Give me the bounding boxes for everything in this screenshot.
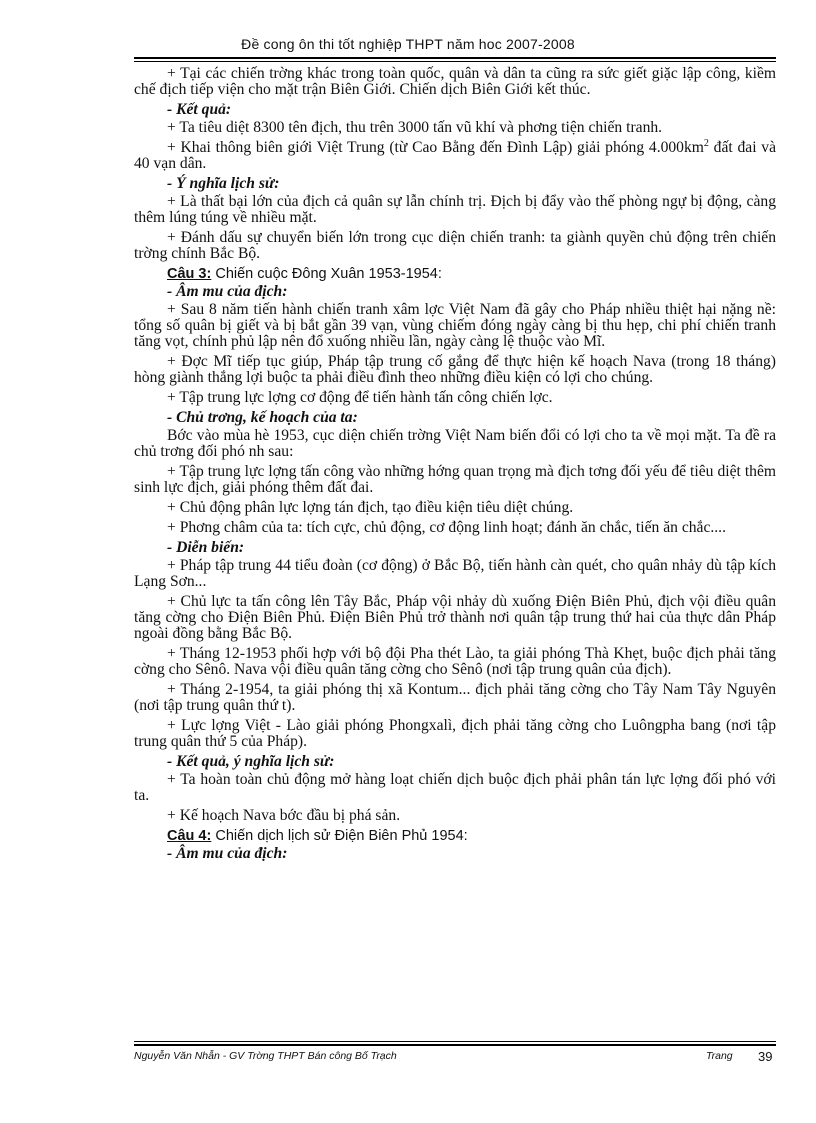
paragraph: + Ta tiêu diệt 8300 tên địch, thu trên 3000 tấn vũ khí và phơng tiện chiến tranh. [167,119,663,136]
paragraph: + Tháng 2-1954, ta giải phóng thị xã Kontum... địch phải tăng cờng cho Tây Nam Tây Nguyên (nơi tập trung quân thứ t). [134,681,776,714]
section-heading: - Chủ trơng, kế hoạch của ta: [167,409,358,426]
question-label: Câu 4: [167,828,212,844]
page-header: Đề cong ôn thi tốt nghiệp THPT năm hoc 2007-2008 [241,36,575,52]
question-label: Câu 3: [167,266,212,282]
paragraph: + Đợc Mĩ tiếp tục giúp, Pháp tập trung cố gắng để thực hiện kế hoạch Nava (trong 18 tháng) hòng giành thắng lợi buộc ta phải điều đình theo những điều kiện có lợi cho chúng. [134,353,776,386]
paragraph: + Pháp tập trung 44 tiểu đoàn (cơ động) ở Bắc Bộ, tiến hành càn quét, cho quân nhảy dù tập kích Lạng Sơn... [134,557,776,590]
section-heading: - Ý nghĩa lịch sử: [167,175,280,192]
footer-rule-thin [134,1041,776,1042]
paragraph: + Lực lợng Việt - Lào giải phóng Phongxalì, địch phải tăng cờng cho Luôngpha bang (nơi tập trung quân thứ 5 của Pháp). [134,717,776,750]
paragraph: + Sau 8 năm tiến hành chiến tranh xâm lợc Việt Nam đã gây cho Pháp nhiều thiệt hại nặng nề: tổng số quân bị giết và bị bắt gần 39 vạn, vùng chiếm đóng ngày càng bị thu hẹp, chi phí chiến tranh tăng vọt, chính phủ lập nên đổ xuống nhiều lần, ngày càng lệ thuộc vào Mĩ. [134,301,776,350]
paragraph: + Phơng châm của ta: tích cực, chủ động, cơ động linh hoạt; đánh ăn chắc, tiến ăn chắc.... [167,519,726,536]
footer-rule [134,1044,776,1046]
paragraph: + Là thất bại lớn của địch cả quân sự lẫn chính trị. Địch bị đẩy vào thế phòng ngự bị động, càng thêm lúng túng về nhiều mặt. [134,193,776,226]
section-heading: - Âm mu của địch: [167,845,288,862]
paragraph: + Tập trung lực lợng cơ động để tiến hành tấn công chiến lợc. [167,389,553,406]
footer-page-label: Trang [706,1050,733,1062]
section-heading: - Âm mu của địch: [167,283,288,300]
question-title: Chiến dịch lịch sử Điện Biên Phủ 1954: [211,828,468,844]
paragraph: + Tháng 12-1953 phối hợp với bộ đội Pha thét Lào, ta giải phóng Thà Khẹt, buộc địch phải tăng cờng cho Sênô. Nava vội điều quân tăng cờng cho Sênô (nơi tập trung quân của địch). [134,645,776,678]
question-heading [134,266,776,282]
footer-author: Nguyễn Văn Nhẫn - GV Trờng THPT Bán công Bố Trạch [134,1050,397,1062]
page-number: 39 [758,1049,773,1064]
paragraph: + Chủ lực ta tấn công lên Tây Bắc, Pháp vội nhảy dù xuống Điện Biên Phủ, địch vội điều quân tăng cờng cho Điện Biên Phủ. Điện Biên Phủ trở thành nơi quân tập trung thứ hai của thực dân Pháp ngoài đồng bằng Bắc Bộ. [134,593,776,642]
paragraph: + Chủ động phân lực lợng tán địch, tạo điều kiện tiêu diệt chúng. [167,499,574,516]
question-heading [134,828,776,844]
section-heading: - Kết quả, ý nghĩa lịch sử: [167,753,335,770]
paragraph-post: đất đai và 40 vạn dân. [134,139,776,172]
paragraph: + Kế hoạch Nava bớc đầu bị phá sản. [167,807,401,824]
paragraph: + Ta hoàn toàn chủ động mở hàng loạt chiến dịch buộc địch phải phân tán lực lợng đối phó với ta. [134,771,776,804]
paragraph: Bớc vào mùa hè 1953, cục diện chiến trờng Việt Nam biến đổi có lợi cho ta về mọi mặt. Ta đề ra chủ trơng đối phó nh sau: [134,427,776,460]
paragraph: + Tập trung lực lợng tấn công vào những hớng quan trọng mà địch tơng đối yếu để tiêu diệt thêm sinh lực địch, giải phóng thêm đất đai. [134,463,776,496]
document-body [134,66,776,864]
paragraph-sup: 2 [703,137,709,149]
header-rule-thin [134,61,776,62]
header-rule [134,57,776,59]
paragraph [134,137,776,172]
paragraph: + Đánh dấu sự chuyển biến lớn trong cục diện chiến tranh: ta giành quyền chủ động trên chiến trờng chính Bắc Bộ. [134,229,776,262]
question-title: Chiến cuộc Đông Xuân 1953-1954: [211,266,442,282]
section-heading: - Kết quả: [167,101,232,118]
paragraph: + Tại các chiến trờng khác trong toàn quốc, quân và dân ta cũng ra sức giết giặc lập công, kiềm chế địch tiếp viện cho mặt trận Biên Giới. Chiến dịch Biên Giới kết thúc. [134,65,776,98]
section-heading: - Diễn biến: [167,539,245,556]
paragraph-pre: + Khai thông biên giới Việt Trung (từ Cao Bằng đến Đình Lập) giải phóng 4.000km [167,139,704,156]
